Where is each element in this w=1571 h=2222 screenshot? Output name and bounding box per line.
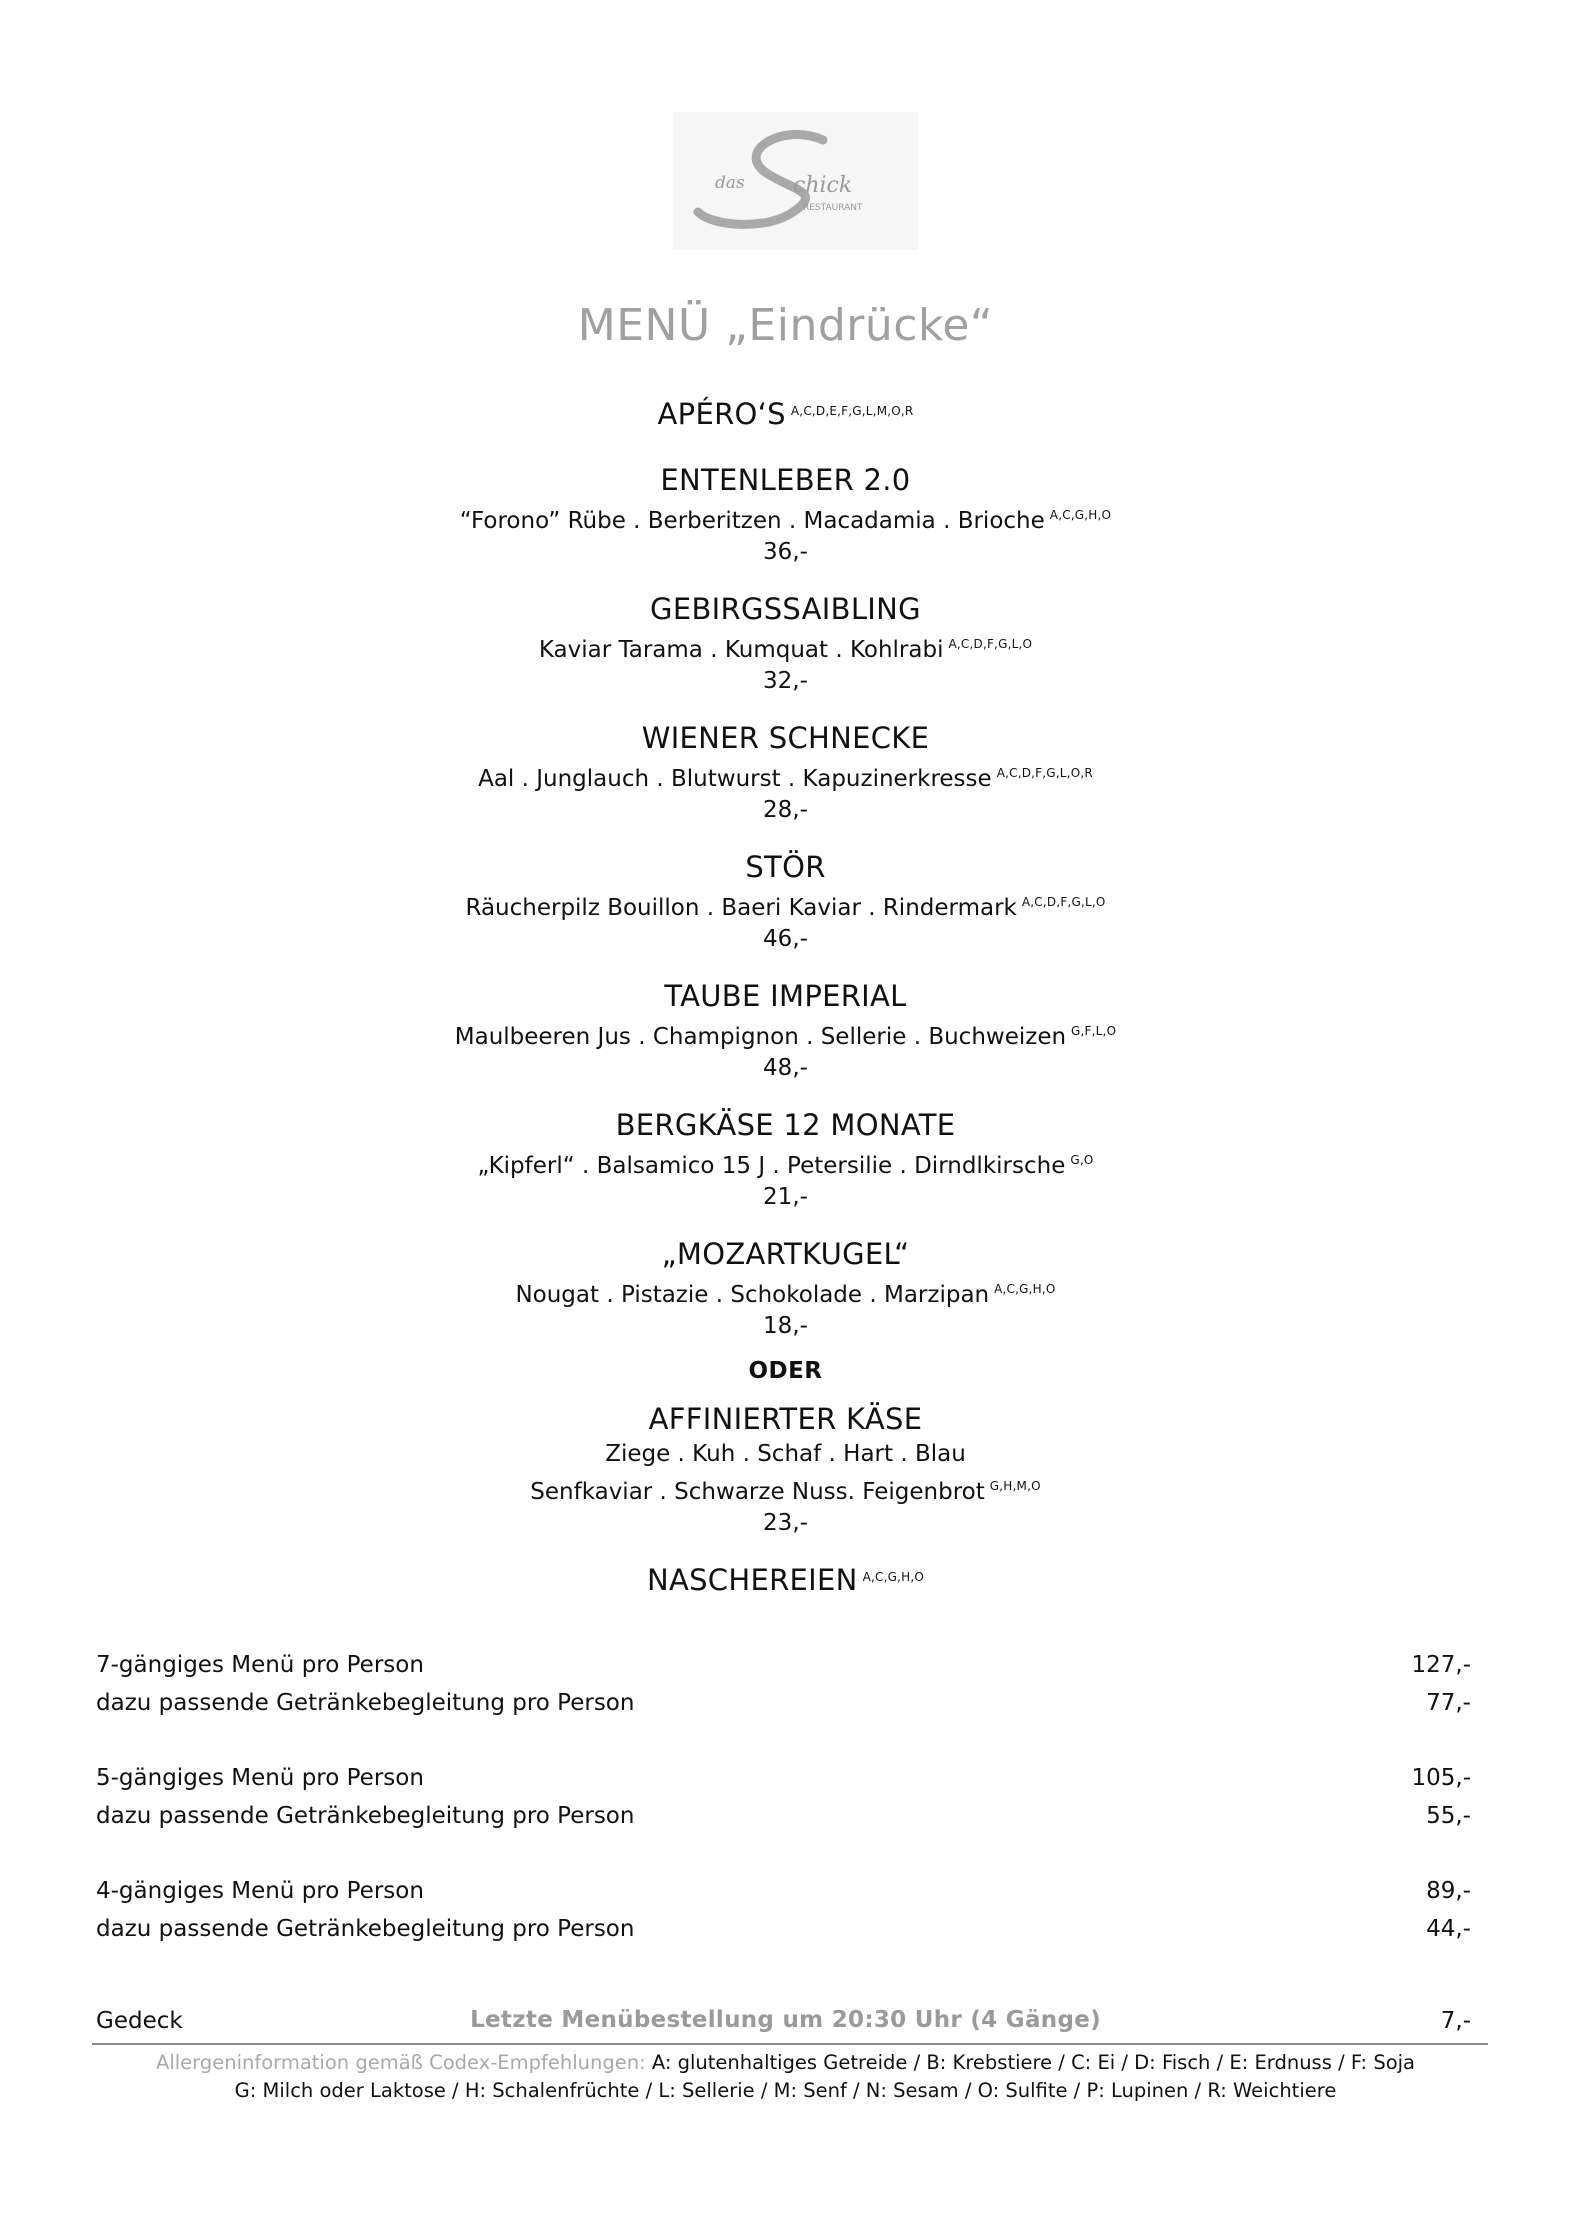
course-stoer — [0, 848, 1571, 955]
course-title: APÉRO‘S — [657, 397, 786, 431]
allergen-list: B: Krebstiere — [926, 2051, 1053, 2074]
course-title: TAUBE IMPERIAL — [664, 979, 907, 1013]
course-description: „Kipferl“ . Balsamico 15 J . Petersilie . Dirndlkirsche — [477, 1153, 1066, 1179]
course-description: Räucherpilz Bouillon . Baeri Kaviar . Rindermark — [465, 895, 1017, 921]
course-title: GEBIRGSSAIBLING — [650, 592, 921, 626]
course-title: „MOZARTKUGEL“ — [661, 1237, 910, 1271]
price-value: 7,- — [1440, 2008, 1471, 2034]
course-title: BERGKÄSE 12 MONATE — [615, 1108, 956, 1142]
price-value: 55,- — [1426, 1803, 1471, 1829]
course-taube-imperial — [0, 977, 1571, 1084]
allergen-codes: A,C,G,H,O — [862, 1570, 925, 1584]
course-price: 32,- — [763, 668, 808, 694]
allergen-info-line-1: Allergeninformation gemäß Codex-Empfehlungen: A: glutenhaltiges Getreide / B: Krebstiere / C: Ei / D: Fisch / E: Erdnuss / F: Soja — [156, 2051, 1415, 2074]
allergen-codes: A,C,D,F,G,L,O — [1021, 895, 1106, 909]
allergen-list: A: glutenhaltiges Getreide — [651, 2051, 908, 2074]
course-naschereien — [0, 1558, 1571, 1599]
price-value: 105,- — [1411, 1765, 1471, 1791]
course-price: 36,- — [763, 539, 808, 565]
allergen-list: L: Sellerie — [658, 2079, 755, 2102]
price-value: 77,- — [1426, 1690, 1471, 1716]
price-label: 4-gängiges Menü pro Person — [96, 1878, 424, 1904]
course-price: 48,- — [763, 1055, 808, 1081]
price-label: dazu passende Getränkebegleitung pro Person — [96, 1690, 635, 1716]
allergen-codes: A,C,G,H,O — [1049, 508, 1112, 522]
price-label: dazu passende Getränkebegleitung pro Person — [96, 1803, 635, 1829]
course-description: Nougat . Pistazie . Schokolade . Marzipan — [515, 1282, 990, 1308]
allergen-heading: Allergeninformation gemäß Codex-Empfehlungen: — [156, 2051, 646, 2074]
logo-script-das: das — [715, 173, 745, 193]
course-description: Aal . Junglauch . Blutwurst . Kapuzinerkresse — [478, 766, 992, 792]
course-gebirgssaibling — [0, 590, 1571, 697]
allergen-codes: A,C,G,H,O — [994, 1282, 1056, 1296]
course-title: NASCHEREIEN — [646, 1563, 858, 1597]
course-description: Maulbeeren Jus . Champignon . Sellerie . Buchweizen — [454, 1024, 1067, 1050]
allergen-list: O: Sulfite — [977, 2079, 1068, 2102]
allergen-codes: A,C,D,E,F,G,L,M,O,R — [790, 404, 914, 418]
price-value: 44,- — [1426, 1916, 1471, 1942]
price-value: 127,- — [1411, 1652, 1471, 1678]
price-label: 7-gängiges Menü pro Person — [96, 1652, 424, 1678]
allergen-info-line-2: G: Milch oder Laktose / H: Schalenfrüchte / L: Sellerie / M: Senf / N: Sesam / O: Sulfite / P: Lupinen / R: Weichtiere — [234, 2079, 1337, 2102]
course-bergkaese — [0, 1106, 1571, 1213]
course-title: ENTENLEBER 2.0 — [660, 463, 911, 497]
course-price: 28,- — [763, 797, 808, 823]
course-price: 23,- — [763, 1510, 808, 1536]
course-description-2: Senfkaviar . Schwarze Nuss. Feigenbrot — [530, 1479, 985, 1505]
course-aperos — [0, 392, 1571, 433]
allergen-list: F: Soja — [1350, 2051, 1415, 2074]
restaurant-logo — [673, 112, 918, 250]
course-title: WIENER SCHNECKE — [641, 721, 930, 755]
course-price: 21,- — [763, 1184, 808, 1210]
course-wiener-schnecke — [0, 719, 1571, 826]
last-order-note: Letzte Menübestellung um 20:30 Uhr (4 Gänge) — [470, 2007, 1101, 2033]
price-label: dazu passende Getränkebegleitung pro Person — [96, 1916, 635, 1942]
allergen-codes: G,H,M,O — [989, 1479, 1041, 1493]
menu-title: MENÜ „Eindrücke“ — [577, 300, 994, 351]
course-price: 46,- — [763, 926, 808, 952]
allergen-list: C: Ei — [1071, 2051, 1116, 2074]
price-value: 89,- — [1426, 1878, 1471, 1904]
allergen-codes: A,C,D,F,G,L,O — [948, 637, 1033, 651]
course-title: STÖR — [745, 850, 826, 884]
allergen-list: G: Milch oder Laktose — [234, 2079, 446, 2102]
allergen-list: M: Senf — [773, 2079, 847, 2102]
price-label: 5-gängiges Menü pro Person — [96, 1765, 424, 1791]
course-entenleber — [0, 461, 1571, 568]
allergen-codes: A,C,D,F,G,L,O,R — [996, 766, 1093, 780]
allergen-codes: G,F,L,O — [1071, 1024, 1117, 1038]
allergen-list: P: Lupinen — [1086, 2079, 1189, 2102]
course-description: “Forono” Rübe . Berberitzen . Macadamia . Brioche — [459, 508, 1045, 534]
allergen-list: N: Sesam — [865, 2079, 959, 2102]
course-title: AFFINIERTER KÄSE — [648, 1402, 923, 1436]
course-description: Kaviar Tarama . Kumquat . Kohlrabi — [538, 637, 944, 663]
allergen-list: D: Fisch — [1134, 2051, 1211, 2074]
course-mozartkugel — [0, 1235, 1571, 1342]
price-label: Gedeck — [96, 2008, 183, 2034]
footer-divider — [92, 2043, 1488, 2045]
allergen-list: R: Weichtiere — [1207, 2079, 1337, 2102]
allergen-codes: G,O — [1070, 1153, 1094, 1167]
course-description: Ziege . Kuh . Schaf . Hart . Blau — [605, 1441, 966, 1467]
logo-subtitle: RESTAURANT — [803, 203, 863, 213]
logo-script-schick: chick — [793, 173, 853, 198]
allergen-list: E: Erdnuss — [1229, 2051, 1332, 2074]
allergen-list: H: Schalenfrüchte — [464, 2079, 640, 2102]
course-price: 18,- — [763, 1313, 808, 1339]
oder-separator: ODER — [748, 1358, 823, 1384]
course-affinierter-kaese — [0, 1400, 1571, 1539]
